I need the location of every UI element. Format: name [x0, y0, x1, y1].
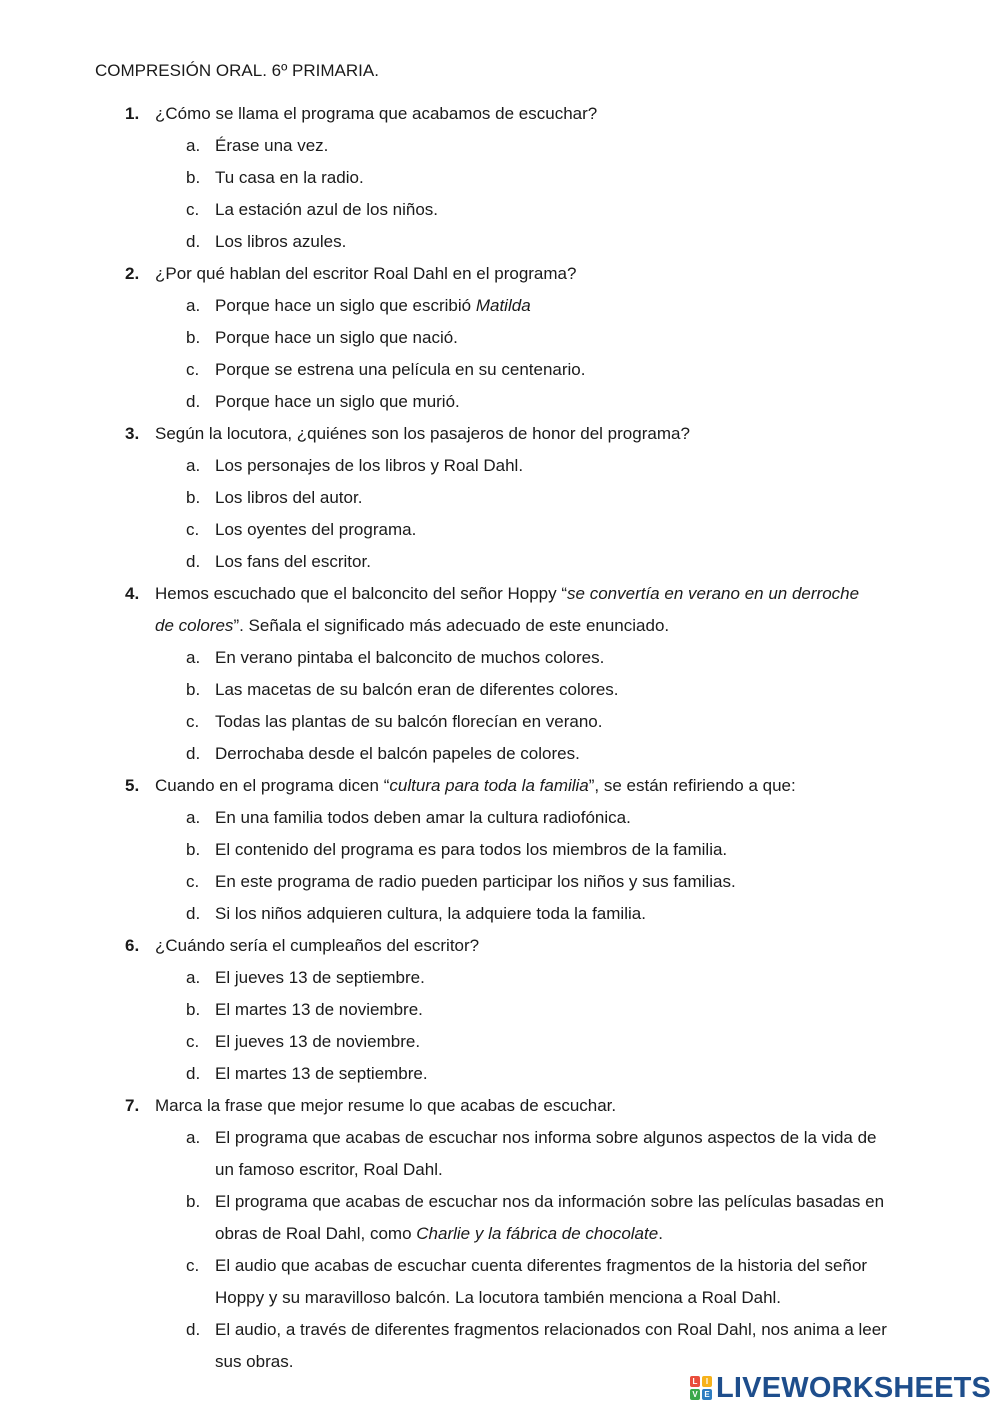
text-run: Érase una vez. — [215, 136, 329, 155]
text-run: Porque hace un siglo que murió. — [215, 392, 460, 411]
answer-option — [0, 1250, 999, 1314]
text-run: El audio que acabas de escuchar cuenta diferentes fragmentos de la historia del señor Hoppy y su maravilloso balcón. La locutora también menciona a Roal Dahl. — [215, 1256, 868, 1307]
text-run: El programa que acabas de escuchar nos da información sobre las películas basadas en obras de Roal Dahl, como — [215, 1192, 885, 1243]
text-run: Las macetas de su balcón eran de diferentes colores. — [215, 680, 619, 699]
text-run: Los oyentes del programa. — [215, 520, 417, 539]
logo-tile: V — [690, 1389, 700, 1400]
question-text — [0, 418, 999, 450]
answer-option — [0, 1314, 999, 1378]
question-text — [0, 578, 999, 642]
answer-option — [0, 162, 999, 194]
text-run: Tu casa en la radio. — [215, 168, 364, 187]
text-run: El programa que acabas de escuchar nos informa sobre algunos aspectos de la vida de un famoso escritor, Roal Dahl. — [215, 1128, 877, 1179]
question-3 — [0, 418, 999, 578]
text-run: Marca la frase que mejor resume lo que acabas de escuchar. — [155, 1096, 617, 1115]
question-6 — [0, 930, 999, 1090]
answer-option — [0, 194, 999, 226]
option-letter: b. — [186, 840, 201, 859]
text-run: Derrochaba desde el balcón papeles de colores. — [215, 744, 580, 763]
option-letter: d. — [186, 392, 201, 411]
question-number: 2. — [125, 264, 140, 283]
answer-option — [0, 386, 999, 418]
answer-option — [0, 674, 999, 706]
option-letter: b. — [186, 1192, 201, 1211]
answer-option — [0, 130, 999, 162]
text-run: El audio, a través de diferentes fragmentos relacionados con Roal Dahl, nos anima a leer sus obras. — [215, 1320, 887, 1371]
option-letter: a. — [186, 968, 201, 987]
answer-option — [0, 322, 999, 354]
question-number: 1. — [125, 104, 140, 123]
question-7 — [0, 1090, 999, 1378]
liveworksheets-logo-icon — [690, 1376, 712, 1400]
italic-text-run: Charlie y la fábrica de chocolate — [416, 1224, 659, 1243]
question-text — [0, 770, 999, 802]
option-letter: a. — [186, 1128, 201, 1147]
option-letter: d. — [186, 904, 201, 923]
option-letter: a. — [186, 296, 201, 315]
logo-tile: E — [702, 1389, 712, 1400]
liveworksheets-logo-text: LIVEWORKSHEETS — [716, 1371, 992, 1404]
answer-option — [0, 642, 999, 674]
answer-option — [0, 1122, 999, 1186]
text-run: En verano pintaba el balconcito de muchos colores. — [215, 648, 605, 667]
option-letter: d. — [186, 1320, 201, 1339]
answer-option — [0, 514, 999, 546]
italic-text-run: Matilda — [475, 296, 531, 315]
text-run: Los fans del escritor. — [215, 552, 371, 571]
text-run: El jueves 13 de noviembre. — [215, 1032, 421, 1051]
option-letter: d. — [186, 552, 201, 571]
question-4 — [0, 578, 999, 770]
question-text — [0, 1090, 999, 1122]
option-letter: a. — [186, 808, 201, 827]
text-run: El jueves 13 de septiembre. — [215, 968, 425, 987]
option-letter: c. — [186, 200, 200, 219]
logo-tile: I — [702, 1376, 712, 1387]
option-letter: c. — [186, 1032, 200, 1051]
text-run: Hemos escuchado que el balconcito del señor Hoppy “ — [155, 584, 568, 603]
option-letter: b. — [186, 1000, 201, 1019]
option-letter: c. — [186, 872, 200, 891]
option-letter: b. — [186, 328, 201, 347]
answer-option — [0, 1026, 999, 1058]
text-run: ”, se están refiriendo a que: — [588, 776, 796, 795]
text-run: Según la locutora, ¿quiénes son los pasajeros de honor del programa? — [155, 424, 690, 443]
question-number: 5. — [125, 776, 140, 795]
question-text — [0, 258, 999, 290]
answer-option — [0, 962, 999, 994]
answer-option — [0, 738, 999, 770]
question-number: 7. — [125, 1096, 140, 1115]
question-2 — [0, 258, 999, 418]
option-letter: b. — [186, 168, 201, 187]
answer-option — [0, 226, 999, 258]
text-run: En una familia todos deben amar la cultura radiofónica. — [215, 808, 631, 827]
question-number: 4. — [125, 584, 140, 603]
text-run: Porque hace un siglo que nació. — [215, 328, 458, 347]
option-letter: a. — [186, 136, 201, 155]
text-run: ¿Cómo se llama el programa que acabamos de escuchar? — [155, 104, 598, 123]
question-list — [0, 98, 999, 1378]
option-letter: a. — [186, 648, 201, 667]
answer-option — [0, 994, 999, 1026]
text-run: ¿Por qué hablan del escritor Roal Dahl en el programa? — [155, 264, 577, 283]
liveworksheets-logo — [690, 1371, 991, 1405]
option-letter: c. — [186, 712, 200, 731]
answer-option — [0, 834, 999, 866]
text-run: En este programa de radio pueden participar los niños y sus familias. — [215, 872, 736, 891]
text-run: Porque hace un siglo que escribió — [215, 296, 476, 315]
answer-option — [0, 706, 999, 738]
text-run: ¿Cuándo sería el cumpleaños del escritor? — [155, 936, 480, 955]
answer-option — [0, 482, 999, 514]
answer-option — [0, 898, 999, 930]
text-run: ”. Señala el significado más adecuado de este enunciado. — [233, 616, 670, 635]
answer-option — [0, 450, 999, 482]
option-letter: d. — [186, 1064, 201, 1083]
option-letter: c. — [186, 1256, 200, 1275]
text-run: La estación azul de los niños. — [215, 200, 439, 219]
text-run: El martes 13 de noviembre. — [215, 1000, 423, 1019]
answer-option — [0, 1186, 999, 1250]
option-letter: a. — [186, 456, 201, 475]
text-run: Los personajes de los libros y Roal Dahl. — [215, 456, 524, 475]
answer-option — [0, 354, 999, 386]
answer-option — [0, 1058, 999, 1090]
option-letter: c. — [186, 360, 200, 379]
answer-option — [0, 802, 999, 834]
question-number: 3. — [125, 424, 140, 443]
text-run: Si los niños adquieren cultura, la adquiere toda la familia. — [215, 904, 646, 923]
answer-option — [0, 290, 999, 322]
text-run: Los libros del autor. — [215, 488, 363, 507]
text-run: Los libros azules. — [215, 232, 347, 251]
text-run: . — [658, 1224, 663, 1243]
option-letter: c. — [186, 520, 200, 539]
question-text — [0, 98, 999, 130]
italic-text-run: se convertía en verano en un derroche de colores — [155, 584, 860, 635]
text-run: El contenido del programa es para todos los miembros de la familia. — [215, 840, 728, 859]
text-run: Todas las plantas de su balcón florecían en verano. — [215, 712, 603, 731]
text-run: El martes 13 de septiembre. — [215, 1064, 428, 1083]
option-letter: b. — [186, 488, 201, 507]
question-number: 6. — [125, 936, 140, 955]
answer-option — [0, 546, 999, 578]
answer-option — [0, 866, 999, 898]
option-letter: b. — [186, 680, 201, 699]
question-5 — [0, 770, 999, 930]
question-text — [0, 930, 999, 962]
text-run: Cuando en el programa dicen “ — [155, 776, 390, 795]
text-run: Porque se estrena una película en su centenario. — [215, 360, 586, 379]
option-letter: d. — [186, 232, 201, 251]
page-title: COMPRESIÓN ORAL. 6º PRIMARIA. — [95, 61, 379, 80]
question-1 — [0, 98, 999, 258]
option-letter: d. — [186, 744, 201, 763]
italic-text-run: cultura para toda la familia — [389, 776, 589, 795]
logo-tile: L — [690, 1376, 700, 1387]
